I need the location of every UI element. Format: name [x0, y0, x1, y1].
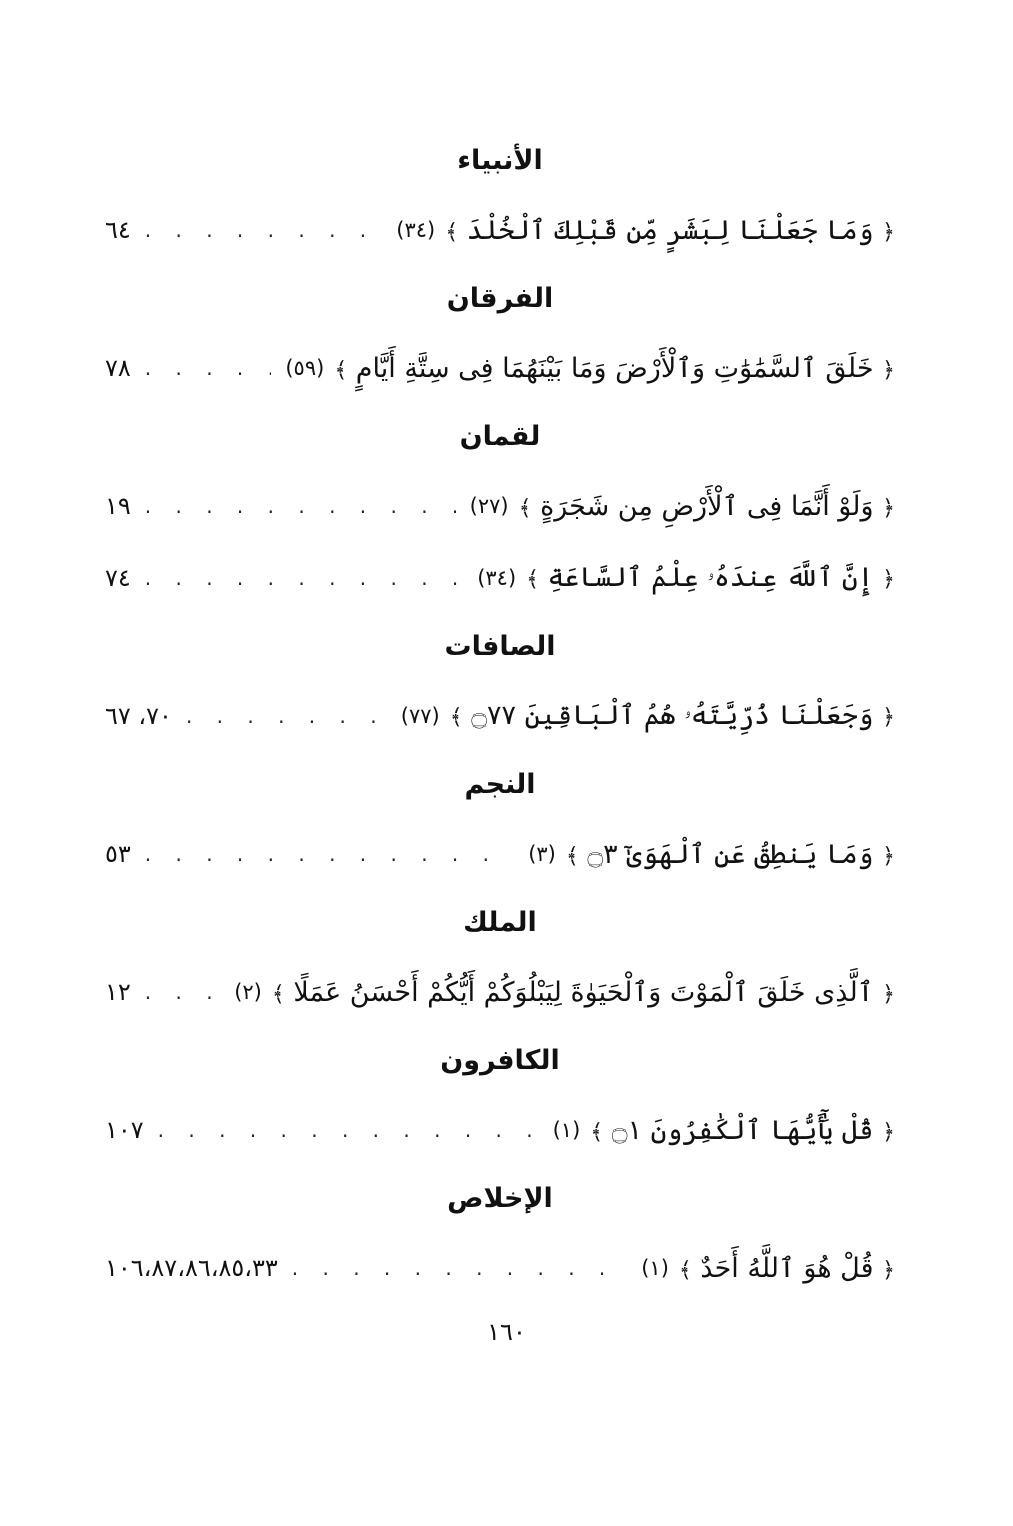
index-entry	[105, 470, 895, 542]
page-references: ٧٨	[105, 354, 131, 382]
ayah-number: (٣٤)	[396, 218, 436, 242]
ayah-number: (٧٧)	[400, 704, 440, 728]
verse-quote: وَجَعَلْنَا ذُرِّيَّتَهُۥ هُمُ ٱلْبَاقِينَ ۝٧٧	[471, 700, 874, 731]
open-bracket: ﴿	[882, 843, 895, 869]
dot-leader	[186, 704, 387, 728]
verse-text	[590, 1115, 895, 1146]
verse-quote: قُلْ هُوَ ٱللَّهُ أَحَدٌ	[700, 1252, 874, 1284]
close-bracket: ﴾	[271, 981, 285, 1007]
page-number: ١٦٠	[487, 1318, 526, 1346]
verse-index	[105, 128, 895, 1304]
index-entry	[105, 332, 895, 404]
verse-quote: خَلَقَ ٱلسَّمَٰوَٰتِ وَٱلْأَرْضَ وَمَا بَيْنَهُمَا فِى سِتَّةِ أَيَّامٍ	[355, 352, 874, 384]
page-references: ٦٤	[105, 216, 131, 244]
open-bracket: ﴿	[882, 567, 895, 592]
section-luqman	[105, 404, 895, 614]
page-references: ٧٠، ٦٧	[105, 702, 172, 730]
close-bracket: ﴾	[526, 567, 540, 592]
section-saffat	[105, 614, 895, 752]
index-entry	[105, 680, 895, 752]
index-entry	[105, 956, 895, 1028]
verse-text	[445, 215, 895, 246]
close-bracket: ﴾	[518, 495, 532, 521]
open-bracket: ﴿	[882, 357, 895, 383]
open-bracket: ﴿	[882, 1119, 895, 1145]
ayah-number: (٣٤)	[477, 566, 517, 590]
section-furqan	[105, 266, 895, 404]
ayah-number: (١)	[552, 1118, 581, 1142]
dot-leader	[145, 566, 463, 590]
section-title: الصافات	[444, 631, 556, 662]
open-bracket: ﴿	[882, 219, 895, 245]
verse-quote: وَمَا يَنطِقُ عَنِ ٱلْهَوَىٰٓ ۝٣	[587, 838, 874, 870]
ayah-number: (١)	[641, 1256, 669, 1280]
section-title: الفرقان	[446, 283, 554, 314]
section-title: النجم	[464, 769, 536, 800]
open-bracket: ﴿	[882, 495, 895, 521]
verse-text	[519, 491, 895, 522]
page-references: ٥٣	[105, 840, 131, 868]
section-anbiya	[105, 128, 895, 266]
ayah-number: (٣)	[528, 842, 556, 866]
index-entry	[105, 542, 895, 614]
section-title: الأنبياء	[457, 145, 543, 176]
dot-leader	[145, 842, 514, 866]
section-title: الملك	[463, 907, 537, 938]
open-bracket: ﴿	[882, 1257, 895, 1283]
verse-text	[450, 700, 895, 732]
index-entry	[105, 1232, 895, 1304]
close-bracket: ﴾	[565, 843, 579, 869]
index-entry	[105, 818, 895, 890]
verse-text	[526, 562, 895, 594]
page-references: ١٠٦،٨٧،٨٦،٨٥،٣٣	[105, 1254, 278, 1282]
verse-text	[679, 1253, 895, 1284]
dot-leader	[292, 1256, 627, 1280]
index-entry	[105, 194, 895, 266]
dot-leader	[158, 1118, 539, 1142]
open-bracket: ﴿	[882, 981, 895, 1007]
close-bracket: ﴾	[590, 1119, 604, 1145]
section-ikhlas	[105, 1166, 895, 1304]
close-bracket: ﴾	[678, 1257, 692, 1283]
close-bracket: ﴾	[334, 357, 348, 383]
dot-leader	[145, 494, 456, 518]
section-title: الإخلاص	[447, 1183, 553, 1214]
dot-leader	[145, 218, 383, 242]
page-references: ١٠٧	[105, 1116, 144, 1144]
ayah-number: (٥٩)	[285, 356, 325, 380]
page-references: ١٩	[105, 492, 131, 520]
ayah-number: (٢)	[234, 980, 262, 1004]
verse-text	[334, 353, 895, 384]
section-najm	[105, 752, 895, 890]
page-references: ١٢	[105, 978, 131, 1006]
section-title: الكافرون	[440, 1045, 560, 1076]
section-mulk	[105, 890, 895, 1028]
ayah-number: (٢٧)	[469, 494, 509, 518]
section-title: لقمان	[459, 421, 541, 452]
open-bracket: ﴿	[882, 705, 895, 730]
close-bracket: ﴾	[449, 705, 463, 730]
verse-quote: وَمَا جَعَلْنَا لِبَشَرٍ مِّن قَبْلِكَ ٱلْخُلْدَ	[466, 214, 874, 246]
verse-quote: وَلَوْ أَنَّمَا فِى ٱلْأَرْضِ مِن شَجَرَةٍ	[540, 490, 874, 522]
close-bracket: ﴾	[445, 219, 459, 245]
verse-quote: ٱلَّذِى خَلَقَ ٱلْمَوْتَ وَٱلْحَيَوٰةَ لِيَبْلُوَكُمْ أَيُّكُمْ أَحْسَنُ عَمَلًا	[293, 976, 874, 1008]
verse-quote: قُلْ يَٰٓأَيُّهَا ٱلْكَٰفِرُونَ ۝١	[611, 1114, 874, 1146]
verse-quote: إِنَّ ٱللَّهَ عِندَهُۥ عِلْمُ ٱلسَّاعَةِ	[547, 562, 874, 593]
page-references: ٧٤	[105, 564, 131, 592]
verse-text	[272, 977, 895, 1008]
dot-leader	[145, 980, 220, 1004]
section-kafirun	[105, 1028, 895, 1166]
dot-leader	[145, 356, 272, 380]
verse-text	[566, 839, 895, 870]
index-entry	[105, 1094, 895, 1166]
